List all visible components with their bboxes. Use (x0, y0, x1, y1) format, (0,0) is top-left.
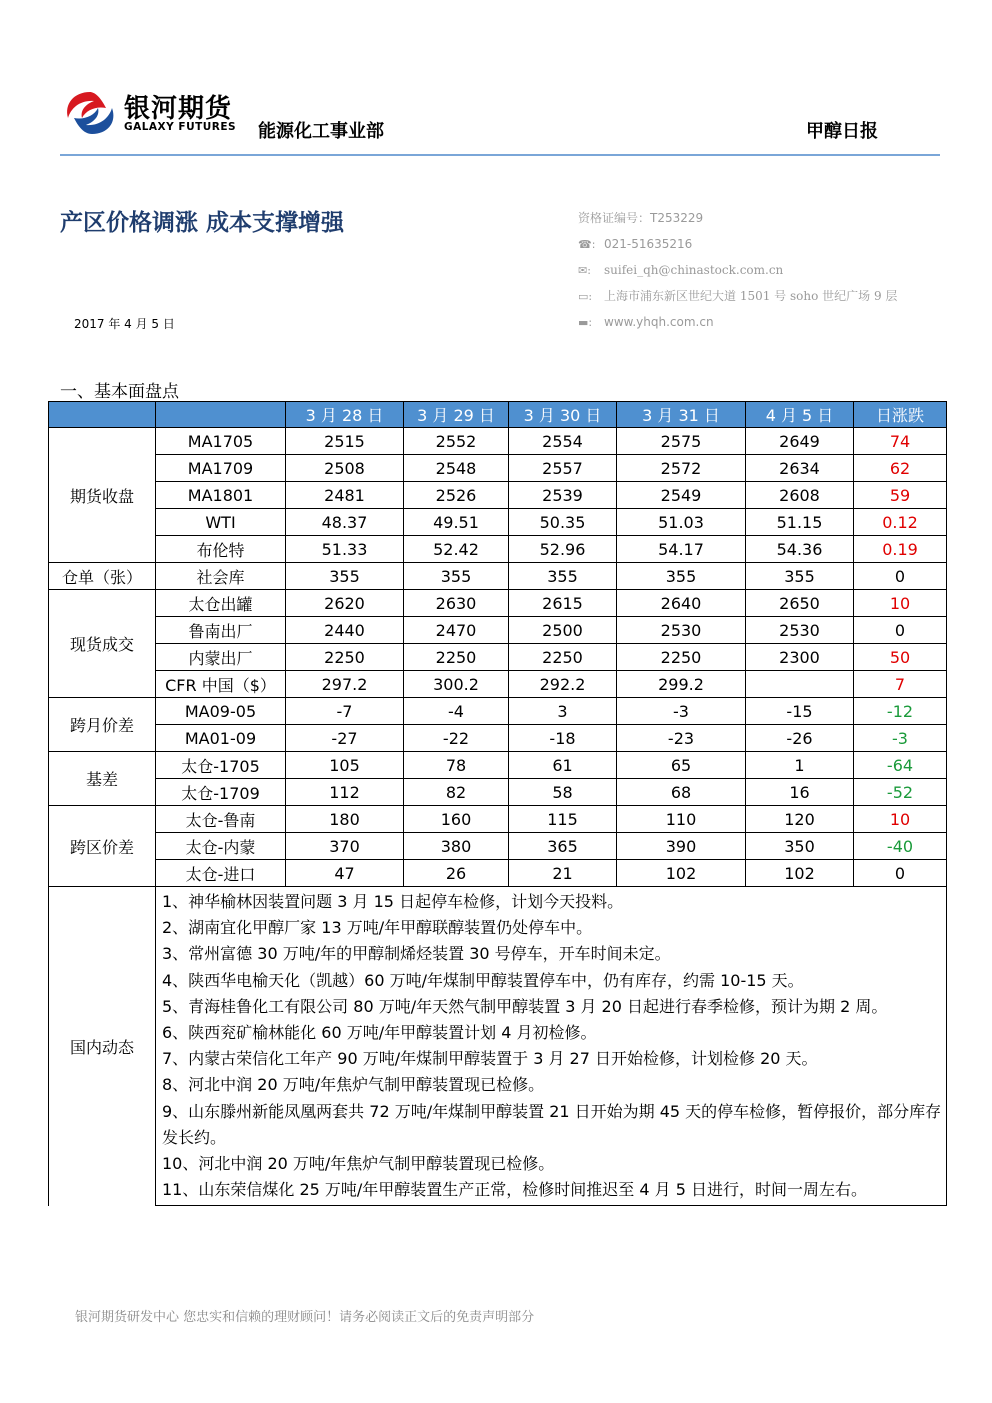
logo-english-name: GALAXY FUTURES (124, 121, 237, 133)
value-cell: 102 (617, 860, 746, 887)
table-row (49, 617, 947, 644)
value-cell: 355 (746, 563, 854, 590)
table-row (49, 428, 947, 455)
news-item: 4、陕西华电榆天化（凯越）60 万吨/年煤制甲醇装置停车中，仍有库存，约需 10-15 天。 (162, 970, 804, 990)
row-label: MA1801 (156, 482, 286, 509)
value-cell: 2640 (617, 590, 746, 617)
header-divider (60, 154, 940, 156)
news-item: 10、河北中润 20 万吨/年焦炉气制甲醇装置现已检修。 (162, 1154, 555, 1174)
value-cell: 299.2 (617, 671, 746, 698)
value-cell: 54.17 (617, 536, 746, 563)
value-cell: 355 (286, 563, 404, 590)
value-cell: 51.15 (746, 509, 854, 536)
value-cell: -18 (509, 725, 617, 752)
value-cell: 297.2 (286, 671, 404, 698)
value-cell: 1 (746, 752, 854, 779)
row-label: 太仓出罐 (156, 590, 286, 617)
value-cell: 2440 (286, 617, 404, 644)
table-row (49, 698, 947, 725)
value-cell: 365 (509, 833, 617, 860)
value-cell: 2526 (404, 482, 509, 509)
row-label: 太仓-1705 (156, 752, 286, 779)
table-row (49, 563, 947, 590)
value-cell: 105 (286, 752, 404, 779)
table-row (49, 482, 947, 509)
analyst-contact (578, 205, 897, 335)
address-text: 上海市浦东新区世纪大道 1501 号 soho 世纪广场 9 层 (604, 289, 898, 303)
news-item: 7、内蒙古荣信化工年产 90 万吨/年煤制甲醇装置于 3 月 27 日开始检修，计划检修 20 天。 (162, 1049, 818, 1069)
value-cell: -3 (617, 698, 746, 725)
value-cell: 2515 (286, 428, 404, 455)
value-cell: 48.37 (286, 509, 404, 536)
change-cell: 0.12 (854, 509, 947, 536)
value-cell: 2572 (617, 455, 746, 482)
value-cell: -7 (286, 698, 404, 725)
change-cell: -40 (854, 833, 947, 860)
news-item: 9、山东滕州新能凤凰两套共 72 万吨/年煤制甲醇装置 21 日开始为期 45 天的停车检修，暂停报价，部分库存发长约。 (162, 1101, 942, 1147)
value-cell: 2649 (746, 428, 854, 455)
email-address[interactable]: suifei_qh@chinastock.com.cn (604, 263, 784, 277)
change-cell: 0 (854, 617, 947, 644)
value-cell: 160 (404, 806, 509, 833)
footer-disclaimer: 银河期货研发中心 您忠实和信赖的理财顾问！请务必阅读正文后的免责声明部分 (75, 1310, 535, 1325)
column-header: 3 月 29 日 (404, 402, 509, 428)
row-label: MA1709 (156, 455, 286, 482)
value-cell: 2552 (404, 428, 509, 455)
value-cell: 2608 (746, 482, 854, 509)
row-label: MA01-09 (156, 725, 286, 752)
galaxy-logo-icon (62, 88, 118, 138)
table-row (49, 806, 947, 833)
column-header: 3 月 28 日 (286, 402, 404, 428)
row-label: 社会库 (156, 563, 286, 590)
news-item: 6、陕西兖矿榆林能化 60 万吨/年甲醇装置计划 4 月初检修。 (162, 1023, 597, 1043)
table-row (49, 752, 947, 779)
column-header: 日涨跌 (854, 402, 947, 428)
row-label: 太仓-1709 (156, 779, 286, 806)
value-cell: 2548 (404, 455, 509, 482)
table-row (49, 455, 947, 482)
value-cell: 78 (404, 752, 509, 779)
value-cell: 3 (509, 698, 617, 725)
section-title: 一、基本面盘点 (60, 382, 179, 402)
change-cell: 0.19 (854, 536, 947, 563)
table-row (49, 860, 947, 887)
value-cell: 2300 (746, 644, 854, 671)
change-cell: 0 (854, 860, 947, 887)
report-title: 产区价格调涨 成本支撑增强 (60, 210, 345, 236)
change-cell: 62 (854, 455, 947, 482)
envelope-icon: ✉: (578, 264, 591, 277)
change-cell: 50 (854, 644, 947, 671)
phone-icon: ☎: (578, 238, 596, 251)
value-cell: 49.51 (404, 509, 509, 536)
header-blank-cell (49, 402, 156, 428)
value-cell: 110 (617, 806, 746, 833)
news-item: 11、山东荣信煤化 25 万吨/年甲醇装置生产正常，检修时间推迟至 4 月 5 日进行，时间一周左右。 (162, 1180, 867, 1200)
value-cell: 2530 (617, 617, 746, 644)
brand-logo (62, 88, 252, 140)
row-label: MA09-05 (156, 698, 286, 725)
report-type: 甲醇日报 (806, 121, 878, 142)
table-row (49, 509, 947, 536)
table-row (49, 779, 947, 806)
news-item: 1、神华榆林因装置问题 3 月 15 日起停车检修，计划今天投料。 (162, 892, 624, 911)
value-cell: 2250 (509, 644, 617, 671)
row-label: CFR 中国（$） (156, 671, 286, 698)
value-cell: 52.96 (509, 536, 617, 563)
value-cell: 355 (404, 563, 509, 590)
value-cell: 2549 (617, 482, 746, 509)
row-label: 太仓-进口 (156, 860, 286, 887)
table-row (49, 725, 947, 752)
department-name: 能源化工事业部 (258, 121, 384, 142)
phone-number: 021-51635216 (604, 237, 693, 251)
group-label: 期货收盘 (49, 428, 156, 563)
value-cell: 2539 (509, 482, 617, 509)
contact-website (578, 309, 897, 335)
value-cell: 16 (746, 779, 854, 806)
news-label: 国内动态 (49, 887, 156, 1206)
row-label: MA1705 (156, 428, 286, 455)
value-cell: 82 (404, 779, 509, 806)
row-label: 布伦特 (156, 536, 286, 563)
news-item: 3、常州富德 30 万吨/年的甲醇制烯烃装置 30 号停车，开车时间未定。 (162, 944, 671, 964)
value-cell: 180 (286, 806, 404, 833)
value-cell: 58 (509, 779, 617, 806)
group-label: 基差 (49, 752, 156, 806)
value-cell: 47 (286, 860, 404, 887)
value-cell: 2500 (509, 617, 617, 644)
change-cell: 7 (854, 671, 947, 698)
change-cell: 10 (854, 590, 947, 617)
change-cell: -64 (854, 752, 947, 779)
value-cell: 2481 (286, 482, 404, 509)
value-cell: 52.42 (404, 536, 509, 563)
change-cell: 59 (854, 482, 947, 509)
value-cell: -4 (404, 698, 509, 725)
value-cell: 102 (746, 860, 854, 887)
value-cell: 2615 (509, 590, 617, 617)
value-cell: 380 (404, 833, 509, 860)
value-cell: 350 (746, 833, 854, 860)
value-cell: 355 (617, 563, 746, 590)
row-label: 内蒙出厂 (156, 644, 286, 671)
value-cell: 21 (509, 860, 617, 887)
value-cell: 112 (286, 779, 404, 806)
row-label: 鲁南出厂 (156, 617, 286, 644)
contact-address (578, 283, 897, 309)
column-header: 3 月 30 日 (509, 402, 617, 428)
news-item: 5、青海桂鲁化工有限公司 80 万吨/年天然气制甲醇装置 3 月 20 日起进行春季检修，预计为期 2 周。 (162, 996, 888, 1016)
row-label: 太仓-鲁南 (156, 806, 286, 833)
value-cell: -15 (746, 698, 854, 725)
value-cell: 2470 (404, 617, 509, 644)
value-cell: 50.35 (509, 509, 617, 536)
value-cell: 65 (617, 752, 746, 779)
value-cell: 2250 (286, 644, 404, 671)
change-cell: 74 (854, 428, 947, 455)
book-icon: ▭: (578, 290, 593, 303)
value-cell: -22 (404, 725, 509, 752)
news-row (49, 887, 947, 1206)
group-label: 跨月价差 (49, 698, 156, 752)
change-cell: -3 (854, 725, 947, 752)
value-cell: 2634 (746, 455, 854, 482)
header-blank-cell (156, 402, 286, 428)
value-cell: 300.2 (404, 671, 509, 698)
group-label: 仓单（张） (49, 563, 156, 590)
table-header-row (49, 402, 947, 428)
table-row (49, 833, 947, 860)
contact-email (578, 257, 897, 283)
value-cell: 115 (509, 806, 617, 833)
value-cell (746, 671, 854, 698)
value-cell: 370 (286, 833, 404, 860)
value-cell: 2557 (509, 455, 617, 482)
value-cell: 2630 (404, 590, 509, 617)
column-header: 4 月 5 日 (746, 402, 854, 428)
change-cell: 10 (854, 806, 947, 833)
value-cell: 390 (617, 833, 746, 860)
website-link[interactable]: www.yhqh.com.cn (604, 315, 714, 329)
value-cell: 26 (404, 860, 509, 887)
value-cell: 51.03 (617, 509, 746, 536)
value-cell: 2508 (286, 455, 404, 482)
value-cell: 2650 (746, 590, 854, 617)
change-cell: -12 (854, 698, 947, 725)
value-cell: 68 (617, 779, 746, 806)
news-list (156, 887, 947, 1206)
row-label: WTI (156, 509, 286, 536)
value-cell: -27 (286, 725, 404, 752)
value-cell: -23 (617, 725, 746, 752)
value-cell: 2250 (404, 644, 509, 671)
news-item: 2、湖南宜化甲醇厂家 13 万吨/年甲醇联醇装置仍处停车中。 (162, 918, 593, 938)
value-cell: 292.2 (509, 671, 617, 698)
monitor-icon: ▬: (578, 316, 593, 329)
value-cell: 54.36 (746, 536, 854, 563)
group-label: 跨区价差 (49, 806, 156, 887)
value-cell: 2620 (286, 590, 404, 617)
table-row (49, 590, 947, 617)
fundamentals-table (48, 401, 947, 1206)
value-cell: 2530 (746, 617, 854, 644)
value-cell: 2554 (509, 428, 617, 455)
row-label: 太仓-内蒙 (156, 833, 286, 860)
value-cell: 355 (509, 563, 617, 590)
report-date: 2017 年 4 月 5 日 (74, 317, 175, 331)
change-cell: -52 (854, 779, 947, 806)
table-row (49, 644, 947, 671)
column-header: 3 月 31 日 (617, 402, 746, 428)
table-row (49, 671, 947, 698)
value-cell: 2575 (617, 428, 746, 455)
logo-chinese-name: 银河期货 (124, 94, 233, 124)
value-cell: -26 (746, 725, 854, 752)
change-cell: 0 (854, 563, 947, 590)
value-cell: 2250 (617, 644, 746, 671)
news-item: 8、河北中润 20 万吨/年焦炉气制甲醇装置现已检修。 (162, 1075, 545, 1095)
contact-phone (578, 231, 897, 257)
group-label: 现货成交 (49, 590, 156, 698)
value-cell: 51.33 (286, 536, 404, 563)
table-row (49, 536, 947, 563)
value-cell: 61 (509, 752, 617, 779)
license-number: 资格证编号：T253229 (578, 211, 704, 225)
value-cell: 120 (746, 806, 854, 833)
